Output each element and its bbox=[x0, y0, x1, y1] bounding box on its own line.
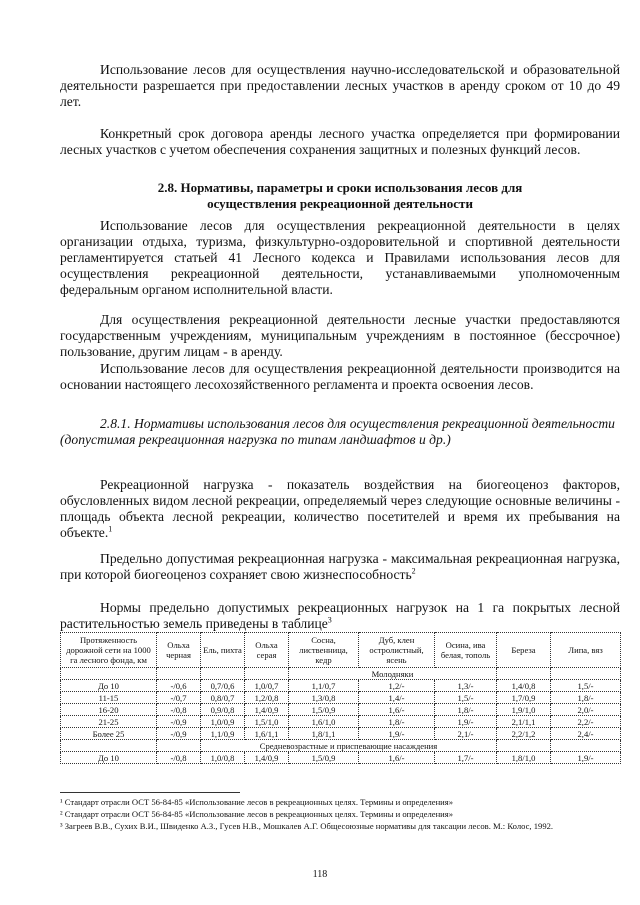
table-cell: 1,5/1,0 bbox=[245, 716, 289, 728]
table-cell: 1,1/0,9 bbox=[201, 728, 245, 740]
footnote-3: ³ Загреев В.В., Сухих В.И., Швиденко А.З., Гусев Н.В., Мошкалев А.Г. Общесоюзные нормативы для таксации лесов. М.: Колос, 1992. bbox=[60, 821, 554, 831]
paragraph-land-provision: Для осуществления рекреационной деятельности лесные участки предоставляются государственным учреждениям, муниципальным учреждениям в постоянное (бессрочное) пользование, другим лицам - в аренду. bbox=[60, 312, 620, 359]
table-cell: 1,2/- bbox=[359, 680, 435, 692]
max-load-text: Предельно допустимая рекреационная нагрузка - максимальная рекреационная нагрузка, при которой биогеоценоз сохраняет свою жизнеспособность bbox=[60, 551, 620, 582]
table-cell: 1,6/- bbox=[359, 752, 435, 764]
table-row bbox=[61, 680, 621, 692]
paragraph-research-use: Использование лесов для осуществления научно-исследовательской и образовательной деятельности разрешается при предоставлении лесных участков в аренду сроком от 10 до 49 лет. bbox=[60, 62, 620, 109]
table-cell: 1,6/1,1 bbox=[245, 728, 289, 740]
header-oak-maple-ash: Дуб, клен остролистный, ясень bbox=[359, 633, 435, 668]
table-cell: 1,7/- bbox=[435, 752, 497, 764]
paragraph-lease-term: Конкретный срок договора аренды лесного участка определяется при формировании лесных участков с учетом обеспечения сохранения защитных и полезных функций лесов. bbox=[60, 126, 620, 157]
table-cell: -/0,6 bbox=[157, 680, 201, 692]
footnote-2: ² Стандарт отрасли ОСТ 56-84-85 «Использование лесов в рекреационных целях. Термины и определения» bbox=[60, 809, 454, 819]
table-cell: 1,8/- bbox=[551, 692, 621, 704]
table-cell: 1,6/1,0 bbox=[289, 716, 359, 728]
table-group-row bbox=[61, 668, 621, 680]
table-row bbox=[61, 728, 621, 740]
table-cell: 2,2/1,2 bbox=[497, 728, 551, 740]
table-cell: 1,5/- bbox=[551, 680, 621, 692]
section-heading-line1: 2.8. Нормативы, параметры и сроки использования лесов для bbox=[157, 180, 523, 195]
table-cell: -/0,9 bbox=[157, 728, 201, 740]
table-cell: 1,9/- bbox=[551, 752, 621, 764]
recreation-load-table bbox=[60, 632, 621, 764]
table-cell: До 10 bbox=[61, 752, 157, 764]
table-cell: 11-15 bbox=[61, 692, 157, 704]
footnote-divider bbox=[60, 792, 240, 793]
paragraph-recreation-rules: Использование лесов для осуществления рекреационной деятельности в целях организации отдыха, туризма, физкультурно-оздоровительной и спортивной деятельности регламентируется статьей 41 Лесного кодекса и Правилами использования лесов для осуществления рекреационной деятельности, устанавливаемыми уполномоченным федеральным органом исполнительной власти. bbox=[60, 218, 620, 297]
norms-intro-text: Нормы предельно допустимых рекреационных нагрузок на 1 га покрытых лесной растительностью земель приведены в таблице bbox=[60, 600, 620, 631]
table-cell: -/0,9 bbox=[157, 716, 201, 728]
header-linden-elm: Липа, вяз bbox=[551, 633, 621, 668]
table-row bbox=[61, 692, 621, 704]
table-cell: 1,5/0,9 bbox=[289, 752, 359, 764]
paragraph-project-basis: Использование лесов для осуществления рекреационной деятельности производится на основании настоящего лесохозяйственного регламента и проекта освоения лесов. bbox=[60, 361, 620, 392]
header-grey-alder: Ольха серая bbox=[245, 633, 289, 668]
footnote-ref-3: 3 bbox=[327, 615, 332, 625]
table-cell: 1,5/- bbox=[435, 692, 497, 704]
table-cell: 1,0/0,8 bbox=[201, 752, 245, 764]
table-cell: -/0,7 bbox=[157, 692, 201, 704]
table-cell: -/0,8 bbox=[157, 752, 201, 764]
table-cell: 1,3/- bbox=[435, 680, 497, 692]
page-number: 118 bbox=[312, 869, 328, 880]
table-cell: 1,9/- bbox=[359, 728, 435, 740]
paragraph-max-load bbox=[60, 551, 620, 583]
table-cell: 1,8/- bbox=[435, 704, 497, 716]
table-cell: 2,0/- bbox=[551, 704, 621, 716]
table-cell: 0,8/0,7 bbox=[201, 692, 245, 704]
header-aspen-willow-poplar: Осина, ива белая, тополь bbox=[435, 633, 497, 668]
paragraph-norms-intro bbox=[60, 600, 620, 632]
footnote-ref-1: 1 bbox=[108, 524, 113, 534]
table-cell: 0,9/0,8 bbox=[201, 704, 245, 716]
table-cell: 1,3/0,8 bbox=[289, 692, 359, 704]
table-cell: 16-20 bbox=[61, 704, 157, 716]
table-cell: 1,0/0,7 bbox=[245, 680, 289, 692]
footnote-1: ¹ Стандарт отрасли ОСТ 56-84-85 «Использование лесов в рекреационных целях. Термины и определения» bbox=[60, 797, 454, 807]
table-cell: 1,4/0,9 bbox=[245, 752, 289, 764]
load-definition-text: Рекреационной нагрузка - показатель воздействия на биогеоценоз факторов, обусловленных видом лесной рекреации, определяемый через следующие основные величины - площадь объекта лесной рекреации, количество посетителей и время их пребывания на объекте. bbox=[60, 477, 620, 540]
table-cell: 1,8/1,0 bbox=[497, 752, 551, 764]
table-row bbox=[61, 716, 621, 728]
table-cell: 1,2/0,8 bbox=[245, 692, 289, 704]
table-cell: 1,4/0,9 bbox=[245, 704, 289, 716]
paragraph-recreation-load bbox=[60, 477, 620, 541]
header-pine-larch-cedar: Сосна, лиственница, кедр bbox=[289, 633, 359, 668]
table-cell: 2,1/1,1 bbox=[497, 716, 551, 728]
table-cell: 1,4/0,8 bbox=[497, 680, 551, 692]
footnote-ref-2: 2 bbox=[411, 566, 416, 576]
header-road-network: Протяженность дорожной сети на 1000 га лесного фонда, км bbox=[61, 633, 157, 668]
table-header-row bbox=[61, 633, 621, 668]
table-cell: 1,9/1,0 bbox=[497, 704, 551, 716]
table-cell: 2,4/- bbox=[551, 728, 621, 740]
table-row bbox=[61, 752, 621, 764]
table-cell: 2,2/- bbox=[551, 716, 621, 728]
table-row bbox=[61, 704, 621, 716]
subsection-heading: 2.8.1. Нормативы использования лесов для осуществления рекреационной деятельности (допустимая рекреационная нагрузка по типам ландшафтов и др.) bbox=[60, 416, 615, 447]
header-spruce-fir: Ель, пихта bbox=[201, 633, 245, 668]
header-black-alder: Ольха черная bbox=[157, 633, 201, 668]
table-cell: До 10 bbox=[61, 680, 157, 692]
table-cell: 1,4/- bbox=[359, 692, 435, 704]
group-young-stands: Молодняки bbox=[289, 668, 497, 680]
table-cell: 0,7/0,6 bbox=[201, 680, 245, 692]
table-cell: 1,9/- bbox=[435, 716, 497, 728]
table-group-row bbox=[61, 740, 621, 752]
table-cell: 21-25 bbox=[61, 716, 157, 728]
section-heading bbox=[80, 180, 600, 212]
table-cell: 2,1/- bbox=[435, 728, 497, 740]
section-heading-line2: осуществления рекреационной деятельности bbox=[207, 196, 473, 211]
table-cell: 1,8/1,1 bbox=[289, 728, 359, 740]
header-birch: Береза bbox=[497, 633, 551, 668]
table-cell: -/0,8 bbox=[157, 704, 201, 716]
table-cell: 1,1/0,7 bbox=[289, 680, 359, 692]
table-cell: 1,7/0,9 bbox=[497, 692, 551, 704]
table-cell: 1,0/0,9 bbox=[201, 716, 245, 728]
table-cell: 1,5/0,9 bbox=[289, 704, 359, 716]
table-cell: Более 25 bbox=[61, 728, 157, 740]
table-cell: 1,8/- bbox=[359, 716, 435, 728]
table-cell: 1,6/- bbox=[359, 704, 435, 716]
group-middle-aged-stands: Средневозрастные и приспевающие насаждения bbox=[201, 740, 497, 752]
